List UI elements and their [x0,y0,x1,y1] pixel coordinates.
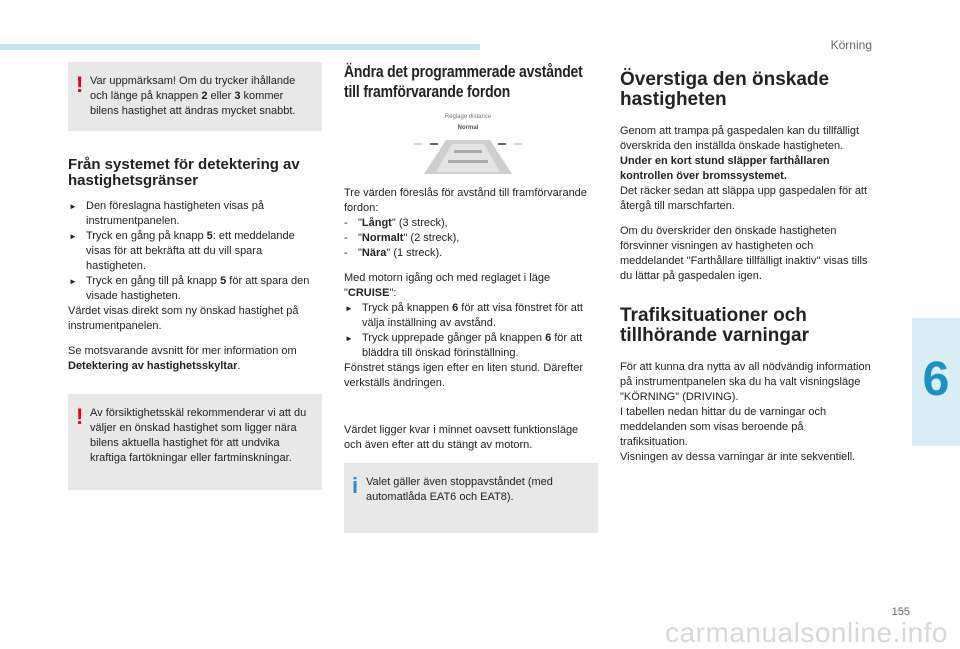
section-heading-traffic-warnings: Trafiksituationer och tillhörande varningar [620,305,809,346]
paragraph: För att kunna dra nytta av all nödvändig information på instrumentpanelen ska du ha valt visningsläge "KÖRNING" (DRIVING). I tabellen nedan hittar du de varningar och meddelanden som visas beroende på trafiksituation. Visningen av dessa varningar är inte sekventiell. [620,361,871,463]
watermark-text: carmanualsonline.info [665,617,948,648]
chapter-number: 6 [922,353,950,406]
bullet-list [68,199,322,304]
paragraph: Om du överskrider den önskade hastigheten försvinner visningen av hastigheten och meddelandet "Farthållare tillfälligt inaktiv" visas tills du lättar på gaspedalen igen. [620,225,868,282]
paragraph: Värdet ligger kvar i minnet oavsett funktionsläge och även efter att du stängt av motorn. [344,424,579,451]
paragraph-reference: Se motsvarande avsnitt för mer information om Detektering av hastighetsskyltar. [68,345,297,372]
figure-subtitle: Normal [457,125,479,131]
info-text: Valet gäller även stoppavståndet (med automatlåda EAT6 och EAT8). [366,476,553,503]
list-item: - "Normalt" (2 streck), [344,231,598,246]
section-heading-exceed-speed: Överstiga den önskade hastigheten [620,69,830,110]
page-number: 155 [891,606,910,618]
column-right [620,62,874,475]
warning-box-hold-button [68,62,322,131]
warning-exclamation-icon: ! [76,72,84,97]
list-item: - "Långt" (3 streck), [344,216,598,231]
section-heading-speed-limit-detection: Från systemet för detektering av hastighetsgränser [68,156,300,189]
paragraph: Med motorn igång och med reglaget i läge "CRUISE": [344,272,551,299]
paragraph: Värdet visas direkt som ny önskad hastighet på instrumentpanelen. [68,305,299,332]
list-item: ► Tryck på knappen 6 för att visa fönstret för att välja inställning av avstånd. [344,301,598,331]
list-item: ► Tryck en gång till på knapp 5 för att spara den visade hastigheten. [68,274,322,304]
info-icon: i [352,473,359,498]
warning-exclamation-icon: ! [76,404,84,429]
paragraph: Genom att trampa på gaspedalen kan du tillfälligt överskrida den inställda önskade hastigheten. Under en kort stund släpper farthållaren kontrollen över bromssystemet. Det räcker sedan att släppa upp gaspedalen för att återgå till marschfarten. [620,125,868,212]
distance-options-list [344,216,598,261]
header-accent-bar [0,44,480,50]
road-distance-icon [408,110,528,174]
steps-list [344,301,598,361]
list-item: ► Den föreslagna hastigheten visas på instrumentpanelen. [68,199,322,229]
list-item: - "Nära" (1 streck). [344,246,598,261]
list-item: ► Tryck en gång på knapp 5: ett meddelande visas för att bekräfta att du vill spara hastigheten. [68,229,322,274]
list-item: ► Tryck upprepade gånger på knappen 6 för att bläddra till önskad förinställning. [344,331,598,361]
figure-title: Réglage distance [444,114,492,120]
paragraph: Tre värden föreslås för avstånd till framförvarande fordon: [344,187,587,214]
warning-text: Av försiktighetsskäl rekommenderar vi att du väljer en önskad hastighet som ligger nära bilens aktuella hastighet för att undvika kraftiga fartökningar eller fartminskningar. [90,407,307,464]
paragraph: Fönstret stängs igen efter en liten stund. Därefter verkställs ändringen. [344,362,584,389]
column-left [68,62,322,490]
section-title: Körning [830,38,872,52]
warning-text: Var uppmärksam! Om du trycker ihållande och länge på knappen 2 eller 3 kommer bilens hastighet att ändras mycket snabbt. [90,75,296,117]
warning-box-caution [68,394,322,490]
cross-reference-link: Detektering av hastighetsskyltar [68,360,238,372]
distance-setting-display-figure [408,110,528,174]
info-box [344,463,598,533]
section-heading-distance: Ändra det programmerade avståndet till framförvarande fordon [344,62,583,101]
column-middle [344,62,598,533]
